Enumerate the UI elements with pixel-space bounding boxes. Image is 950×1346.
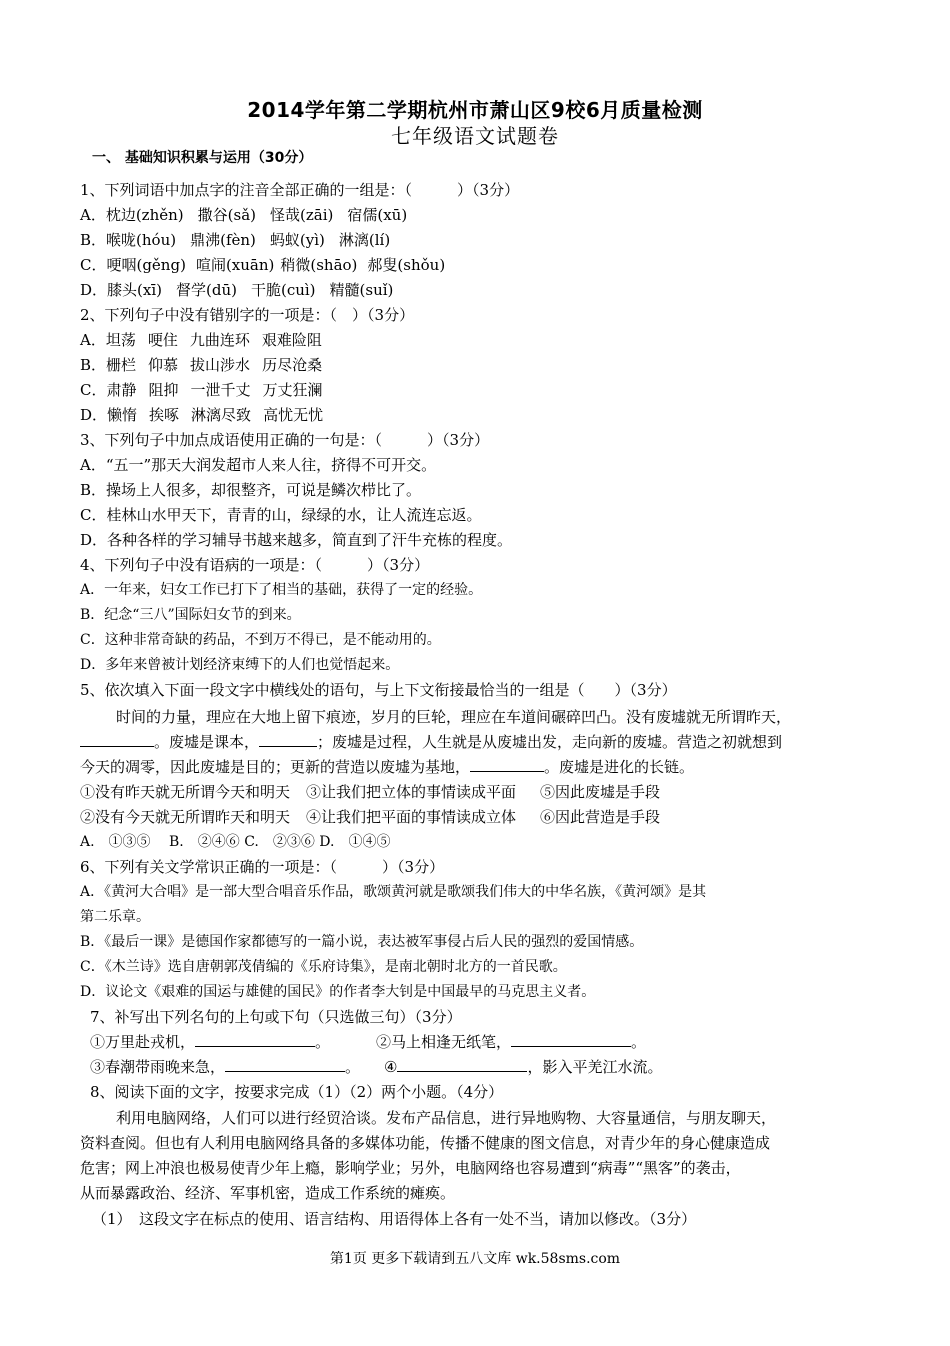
- option-word: A．枕边(zhěn): [80, 206, 184, 224]
- page-subtitle: 七年级语文试题卷: [391, 124, 559, 148]
- page-footer: 第1页 更多下载请到五八文库 wk.58sms.com: [329, 1251, 621, 1267]
- question-4-stem: 4、下列句子中没有语病的一项是：（ ）（3分）: [80, 556, 430, 574]
- question-1-option-b: [80, 230, 390, 250]
- fill-blank[interactable]: [259, 732, 317, 747]
- question-2-stem: 2、下列句子中没有错别字的一项是：（ ）（3分）: [80, 306, 415, 324]
- question-8-passage-line: 利用电脑网络，人们可以进行经贸洽谈。发布产品信息，进行异地购物、大容量通信，与朋友聊天，: [116, 1109, 777, 1127]
- question-2-option-b: [80, 355, 322, 375]
- option-word: D．膝头(xī): [80, 281, 162, 299]
- option-word: 郝叟(shǒu): [367, 256, 446, 274]
- question-6-stem: 6、下列有关文学常识正确的一项是：（ ）（3分）: [80, 858, 445, 876]
- question-7-stem: 7、补写出下列名句的上句或下句（只选做三句）（3分）: [90, 1008, 462, 1026]
- option-word: 精髓(suǐ): [329, 281, 394, 299]
- option-word: 干脆(cuì): [250, 281, 316, 299]
- fill-blank[interactable]: [80, 732, 154, 747]
- question-1-option-c: [80, 255, 445, 275]
- option-word: 蚂蚁(yì): [269, 231, 325, 249]
- option-word: 喧闹(xuān): [195, 256, 275, 274]
- option-word: B．栅栏: [80, 356, 137, 374]
- question-4-option-a: A．一年来，妇女工作已打下了相当的基础，获得了一定的经验。: [80, 582, 483, 598]
- question-8-passage-line: 资料查阅。但也有人利用电脑网络具备的多媒体功能，传播不健康的图文信息，对青少年的身心健康造成: [80, 1134, 771, 1152]
- question-3-option-c: C．桂林山水甲天下，青青的山，绿绿的水，让人流连忘返。: [80, 506, 482, 524]
- question-8-passage-line: 从而暴露政治、经济、军事机密，造成工作系统的瘫痪。: [80, 1184, 456, 1202]
- question-2-option-d: [80, 405, 323, 425]
- option-word: 阻抑: [148, 381, 179, 399]
- question-6-option-c: C．《木兰诗》选自唐朝郭茂倩编的《乐府诗集》，是南北朝时北方的一首民歌。: [80, 959, 567, 975]
- question-5-choices: A. ①③⑤ B. ②④⑥ C. ②③⑥ D. ①④⑤: [80, 834, 391, 850]
- question-5-stem: 5、依次填入下面一段文字中横线处的语句，与上下文衔接最恰当的一组是（ ）（3分）: [80, 681, 677, 699]
- question-6-option-b: B．《最后一课》是德国作家都德写的一篇小说，表达被军事侵占后人民的强烈的爱国情感。: [80, 934, 644, 950]
- option-word: 历尽沧桑: [262, 356, 323, 374]
- question-3-option-a: A．“五一”那天大润发超市人来人往，挤得不可开交。: [80, 456, 437, 474]
- fill-blank[interactable]: [470, 757, 544, 772]
- option-word: 哽住: [147, 331, 178, 349]
- option-word: 督学(dū): [176, 281, 237, 299]
- option-word: 高忧无忧: [263, 406, 324, 424]
- section-heading: 一、 基础知识积累与运用（30分）: [92, 150, 313, 166]
- option-word: 稍微(shāo): [280, 256, 358, 274]
- option-word: 淋漓尽致: [191, 406, 252, 424]
- fill-blank[interactable]: [511, 1032, 631, 1047]
- page-title: 2014学年第二学期杭州市萧山区9校6月质量检测: [247, 98, 703, 122]
- option-word: 挨啄: [149, 406, 180, 424]
- question-4-option-b: B．纪念“三八”国际妇女节的到来。: [80, 607, 301, 623]
- option-word: 艰难险阻: [261, 331, 322, 349]
- option-word: 撒谷(sǎ): [197, 206, 256, 224]
- option-word: 淋漓(lí): [338, 231, 391, 249]
- question-6-option-a: A．《黄河大合唱》是一部大型合唱音乐作品，歌颂黄河就是歌颂我们伟大的中华名族，《黄河颂》是其: [80, 884, 707, 900]
- question-5-passage-line: 时间的力量，理应在大地上留下痕迹，岁月的巨轮，理应在车道间碾碎凹凸。没有废墟就无所谓昨天，: [116, 708, 792, 726]
- question-8-passage-line: 危害；网上冲浪也极易使青少年上瘾，影响学业；另外，电脑网络也容易遭到“病毒”“黑客”的袭击，: [80, 1159, 741, 1177]
- fill-blank[interactable]: [225, 1057, 345, 1072]
- question-4-option-c: C．这种非常奇缺的药品，不到万不得已，是不能动用的。: [80, 632, 441, 648]
- option-word: C．肃静: [80, 381, 137, 399]
- option-word: B．喉咙(hóu): [80, 231, 177, 249]
- question-6-option-a-cont: 第二乐章。: [80, 909, 150, 925]
- option-word: 鼎沸(fèn): [190, 231, 256, 249]
- question-3-option-d: D．各种各样的学习辅导书越来越多，简直到了汗牛充栋的程度。: [80, 531, 513, 549]
- option-word: 拔山涉水: [190, 356, 251, 374]
- option-word: 怪哉(zāi): [270, 206, 334, 224]
- question-1-option-d: [80, 280, 393, 300]
- question-3-option-b: B．操场上人很多，却很整齐，可说是鳞次栉比了。: [80, 481, 422, 499]
- option-word: 宿儒(xū): [347, 206, 408, 224]
- question-2-option-c: [80, 380, 323, 400]
- question-3-stem: 3、下列句子中加点成语使用正确的一句是：（ ）（3分）: [80, 431, 490, 449]
- question-8-subquestion-1: （1） 这段文字在标点的使用、语言结构、用语得体上各有一处不当，请加以修改。（3分）: [92, 1210, 697, 1228]
- option-word: 九曲连环: [189, 331, 250, 349]
- option-word: 万丈狂澜: [262, 381, 323, 399]
- question-4-option-d: D．多年来曾被计划经济束缚下的人们也觉悟起来。: [80, 657, 400, 673]
- question-6-option-d: D．议论文《艰难的国运与雄健的国民》的作者李大钊是中国最早的马克思主义者。: [80, 984, 596, 1000]
- option-word: 一泄千丈: [190, 381, 251, 399]
- fill-blank[interactable]: [397, 1057, 527, 1072]
- question-1-option-a: [80, 205, 407, 225]
- fill-blank[interactable]: [195, 1032, 315, 1047]
- option-word: D．懒惰: [80, 406, 138, 424]
- question-1-stem: 1、下列词语中加点字的注音全部正确的一组是：（ ）（3分）: [80, 181, 520, 199]
- question-2-option-a: [80, 330, 322, 350]
- question-8-stem: 8、阅读下面的文字，按要求完成（1）（2）两个小题。（4分）: [90, 1083, 504, 1101]
- option-word: C．哽咽(gěng): [80, 256, 186, 274]
- question-7-row-1: ①万里赴戎机， 。 ②马上相逢无纸笔， 。: [90, 1033, 647, 1051]
- question-5-options-row: ①没有昨天就无所谓今天和明天 ③让我们把立体的事情读成平面 ⑤因此废墟是手段: [80, 783, 661, 801]
- question-7-row-2: ③春潮带雨晚来急， 。 ④ ，影入平羌江水流。: [90, 1058, 663, 1076]
- question-5-passage-line: 。废墟是课本， ；废墟是过程，人生就是从废墟出发，走向新的废墟。营造之初就想到: [80, 732, 782, 752]
- question-5-passage-line: 今天的凋零，因此废墟是目的；更新的营造以废墟为基地， 。废墟是进化的长链。: [80, 758, 695, 776]
- option-word: A．坦荡: [80, 331, 136, 349]
- option-word: 仰慕: [148, 356, 179, 374]
- question-5-options-row: ②没有今天就无所谓昨天和明天 ④让我们把平面的事情读成立体 ⑥因此营造是手段: [80, 808, 661, 826]
